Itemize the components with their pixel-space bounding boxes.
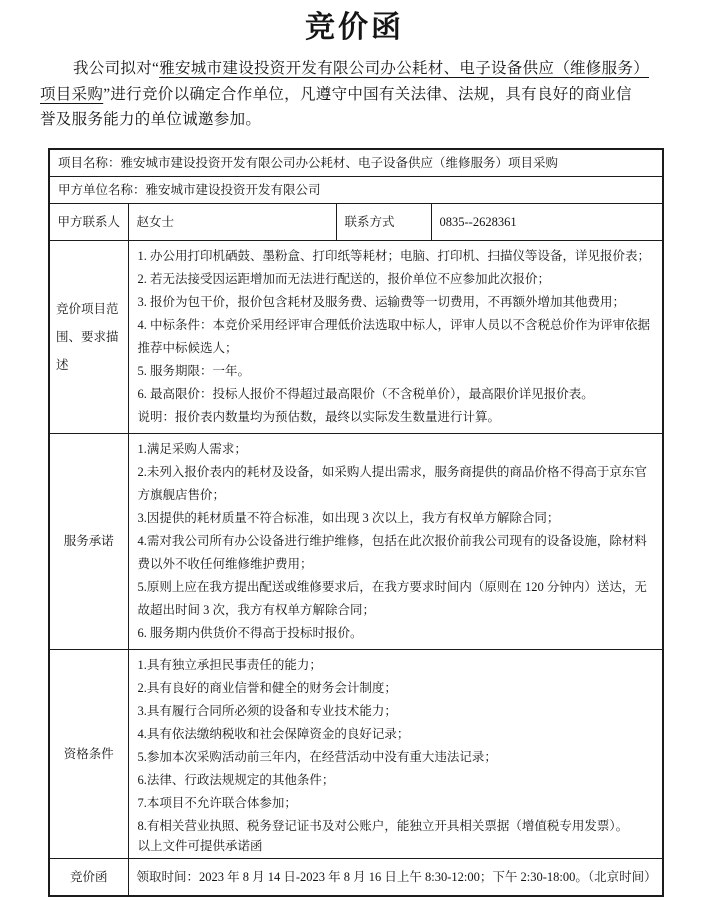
letter-label-cell: 竞价函 [49,858,128,896]
table-row-qualification [49,649,663,858]
qualification-item: 4.具有依法缴纳税收和社会保障资金的良好记录； [137,726,410,741]
intro-underlined-text: 雅安城市建设投资开发有限公司办公耗材、电子设备供应（维修服务） [159,60,649,77]
qualification-content-cell [128,649,663,858]
scope-content-cell [128,240,663,433]
intro-text: 誉及服务能力的单位诚邀参加。 [40,111,262,128]
bidding-info-table [48,148,664,897]
table-row-project-name [49,149,663,177]
intro-paragraph [40,56,669,133]
contact-label-cell: 甲方联系人 [49,203,128,240]
contact-phone-cell: 0835--2628361 [431,203,663,240]
qualification-item: 2.具有良好的商业信誉和健全的财务会计制度； [137,680,397,695]
document-title: 竞价函 [305,11,404,44]
service-label-cell: 服务承诺 [49,433,128,649]
table-row-scope [49,240,663,433]
contact-method-label-cell: 联系方式 [336,203,431,240]
qualification-note: 以上文件可提供承诺函 [137,838,263,853]
scope-label-cell: 竞价项目范围、要求描述 [49,240,128,433]
table-row-letter-pickup [49,858,663,896]
scope-item: 2. 若无法接受因运距增加而无法进行配送的，报价单位不应参加此次报价； [137,271,551,286]
qualification-item: 1.具有独立承担民事责任的能力； [137,657,322,672]
table-row-contact [49,203,663,240]
contact-name-cell: 赵女士 [128,203,336,240]
scope-item: 5. 服务期限：一年。 [137,363,251,378]
service-item: 2.未列入报价表内的耗材及设备，如采购人提出需求，服务商提供的商品价格不得高于京东官方旗舰店售价； [137,464,647,502]
service-item: 1.满足采购人需求； [137,441,247,456]
scope-note: 说明：报价表内数量均为预估数，最终以实际发生数量进行计算。 [137,409,501,424]
service-item: 5.原则上应在我方提出配送或维修要求后，在我方要求时间内（原则在 120 分钟内）送达，无故超出时间 3 次，我方有权单方解除合同； [137,579,647,617]
qualification-item: 5.参加本次采购活动前三年内，在经营活动中没有重大违法记录； [137,749,497,764]
service-item: 4.需对我公司所有办公设备进行维护维修，包括在此次报价前我公司现有的设备设施，除材料费以外不收任何维修维护费用； [137,533,647,571]
intro-underlined-text: 项目采购 [40,85,104,103]
qualification-item: 6.法律、行政法规规定的其他条件； [137,772,335,787]
letter-pickup-time-cell: 领取时间：2023 年 8 月 14 日-2023 年 8 月 16 日上午 8:30-12:00；下午 2:30-18:00。（北京时间） [128,858,663,896]
scope-item: 3. 报价为包干价，报价包含耗材及服务费、运输费等一切费用，不再额外增加其他费用； [137,294,626,309]
scope-item: 4. 中标条件：本竞价采用经评审合理低价法选取中标人，评审人员以不含税总价作为评审依据推荐中标候选人； [137,317,651,355]
qualification-label-cell: 资格条件 [49,649,128,858]
scope-item: 6. 最高限价：投标人报价不得超过最高限价（不含税单价），最高限价详见报价表。 [137,386,594,401]
table-row-service [49,433,663,649]
party-name-cell: 甲方单位名称：雅安城市建设投资开发有限公司 [49,176,663,203]
service-content-cell [128,433,663,649]
service-item: 6. 服务期内供货价不得高于投标时报价。 [137,625,363,640]
intro-text: ”进行竞价以确定合作单位，凡遵守中国有关法律、法规，具有良好的商业信 [103,85,632,103]
table-row-party-name [49,176,663,203]
qualification-item: 3.具有履行合同所必须的设备和专业技术能力； [137,703,397,718]
qualification-item: 7.本项目不允许联合体参加； [137,795,297,810]
qualification-item: 8.有相关营业执照、税务登记证书及对公账户，能独立开具相关票据（增值税专用发票）。 [137,818,629,833]
project-name-cell: 项目名称：雅安城市建设投资开发有限公司办公耗材、电子设备供应（维修服务）项目采购 [49,149,663,177]
service-item: 3.因提供的耗材质量不符合标准，如出现 3 次以上，我方有权单方解除合同； [137,510,560,525]
scope-item: 1. 办公用打印机硒鼓、墨粉盒、打印纸等耗材；电脑、打印机、扫描仪等设备，详见报价表； [137,248,651,263]
intro-text: 我公司拟对“ [73,60,160,77]
